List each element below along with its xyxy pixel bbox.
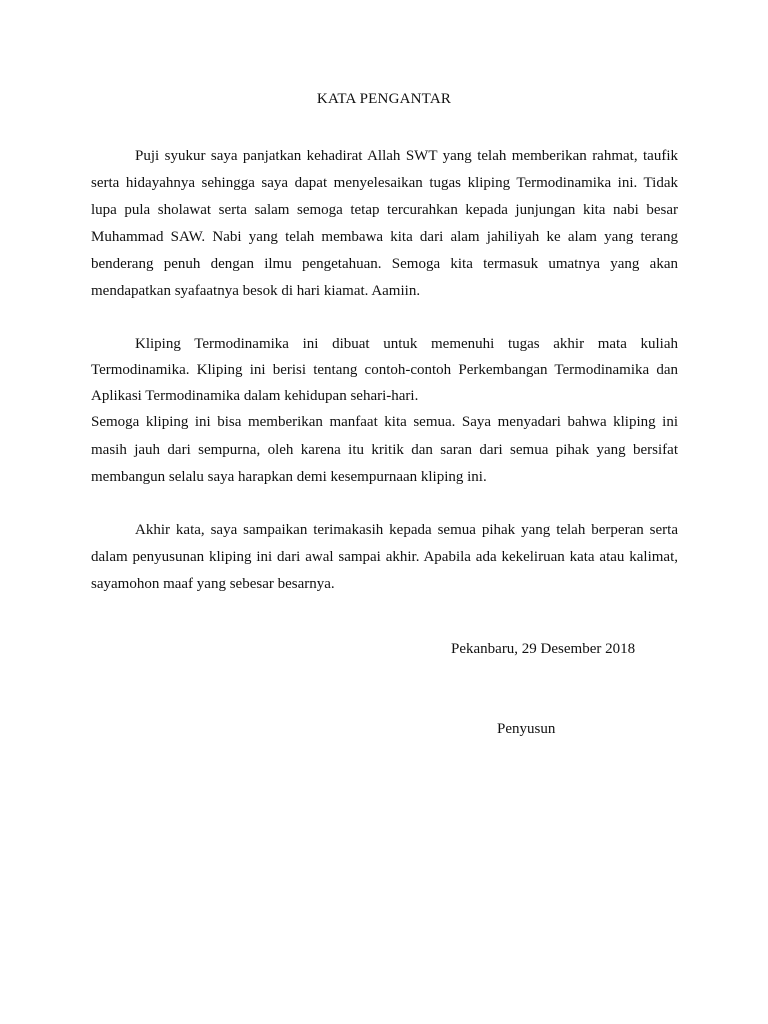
paragraph-line: Kliping Termodinamika ini dibuat untuk memenuhi tugas akhir mata kuliah [135,336,678,352]
page-title: KATA PENGANTAR [316,91,452,107]
paragraph-line: serta hidayahnya sehingga saya dapat menyelesaikan tugas kliping Termodinamika ini. Tidak [91,175,678,191]
paragraph-line: Muhammad SAW. Nabi yang telah membawa kita dari alam jahiliyah ke alam yang terang [91,229,678,245]
paragraph-line: mendapatkan syafaatnya besok di hari kiamat. Aamiin. [91,283,421,299]
place-date: Pekanbaru, 29 Desember 2018 [451,641,636,657]
paragraph-line: masih jauh dari sempurna, oleh karena itu kritik dan saran dari semua pihak yang bersifat [91,442,678,458]
paragraph-line: Semoga kliping ini bisa memberikan manfaat kita semua. Saya menyadari bahwa kliping ini [91,414,678,430]
paragraph-line: dalam penyusunan kliping ini dari awal sampai akhir. Apabila ada kekeliruan kata atau kalimat, [91,549,678,565]
signature-label: Penyusun [497,721,556,737]
paragraph-line: sayamohon maaf yang sebesar besarnya. [91,576,335,592]
paragraph-line: membangun selalu saya harapkan demi kesempurnaan kliping ini. [91,469,487,485]
paragraph-line: Termodinamika. Kliping ini berisi tentang contoh-contoh Perkembangan Termodinamika dan [91,362,678,378]
paragraph-line: Aplikasi Termodinamika dalam kehidupan sehari-hari. [91,388,419,404]
paragraph-line: lupa pula sholawat serta salam semoga tetap tercurahkan kepada junjungan kita nabi besar [91,202,678,218]
paragraph-line: benderang penuh dengan ilmu pengetahuan. Semoga kita termasuk umatnya yang akan [91,256,678,272]
paragraph-line: Akhir kata, saya sampaikan terimakasih kepada semua pihak yang telah berperan serta [135,522,678,538]
paragraph-line: Puji syukur saya panjatkan kehadirat Allah SWT yang telah memberikan rahmat, taufik [135,148,678,164]
